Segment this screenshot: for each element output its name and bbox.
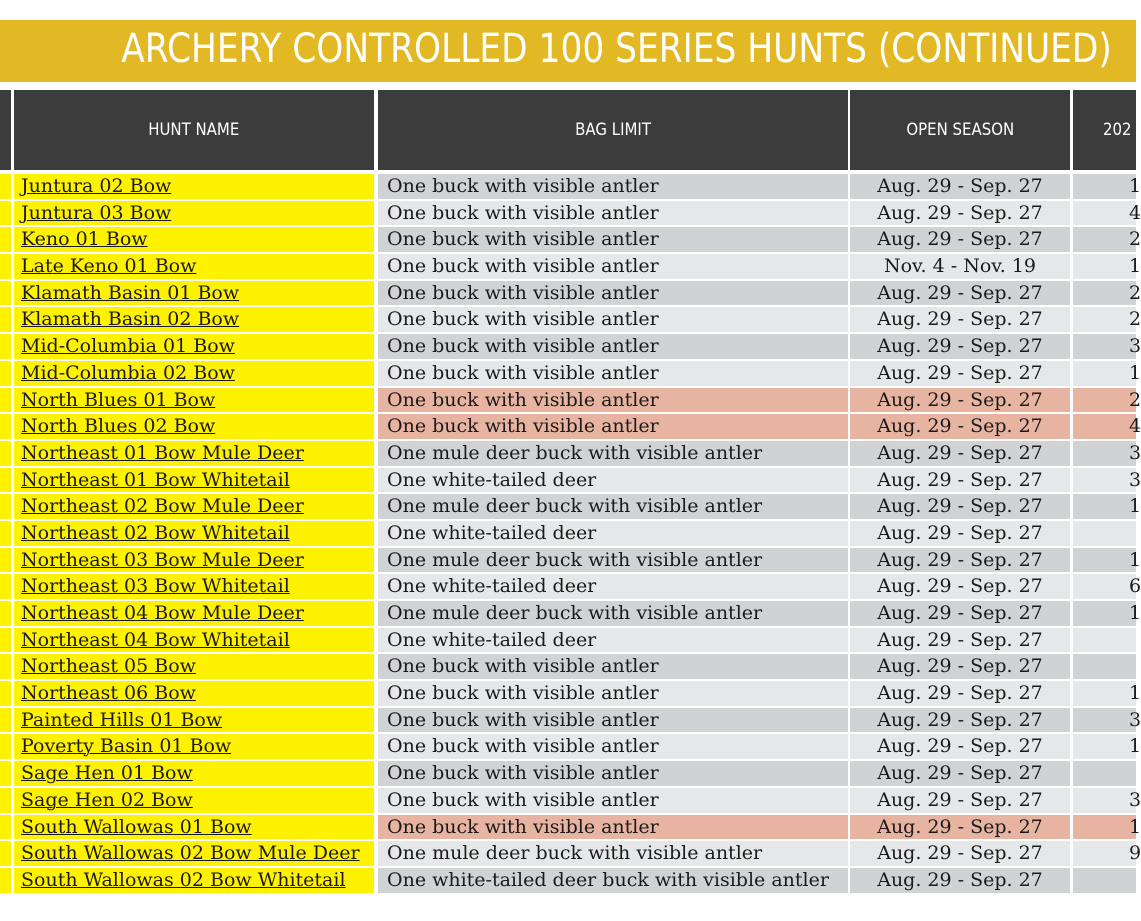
hunt-name-link[interactable]: North Blues 01 Bow [21,388,216,411]
bag-limit-cell: One mule deer buck with visible antler [378,601,848,626]
tag-count-value: 1 [1129,495,1141,518]
tag-count-value: 1 [1129,548,1141,571]
hunt-name-link[interactable]: Mid-Columbia 01 Bow [21,335,235,358]
tag-count-cell [1073,307,1141,332]
header-bag-limit [378,90,848,170]
row-edge-marker [0,361,11,386]
table-row [0,733,1141,760]
row-edge-marker [0,494,11,519]
open-season-cell: Aug. 29 - Sep. 27 [850,494,1070,519]
row-edge-marker [0,307,11,332]
row-edge-marker [0,601,11,626]
open-season-cell: Aug. 29 - Sep. 27 [850,174,1070,199]
tag-count-cell [1073,201,1141,226]
bag-limit-cell: One buck with visible antler [378,334,848,359]
table-row [0,760,1136,787]
hunt-name-cell[interactable] [14,441,374,466]
hunt-name-cell[interactable] [14,414,374,439]
bag-limit-cell: One buck with visible antler [378,788,848,813]
bag-limit-cell: One white-tailed deer [378,574,848,599]
open-season-cell: Aug. 29 - Sep. 27 [850,708,1070,733]
hunt-name-cell[interactable] [14,468,374,493]
header-hunt-name [14,90,374,170]
hunt-name-cell[interactable] [14,201,374,226]
row-edge-marker [0,574,11,599]
table-row [0,814,1141,841]
bag-limit-cell: One white-tailed deer [378,521,848,546]
row-edge-marker [0,201,11,226]
bag-limit-cell: One mule deer buck with visible antler [378,841,848,866]
tag-count-cell [1073,441,1141,466]
row-edge-marker [0,761,11,786]
row-edge-marker [0,815,11,840]
bag-limit-cell: One buck with visible antler [378,815,848,840]
open-season-cell: Aug. 29 - Sep. 27 [850,868,1070,893]
row-edge-marker [0,788,11,813]
hunt-name-cell[interactable] [14,868,374,893]
tag-count-cell [1073,174,1141,199]
open-season-cell: Aug. 29 - Sep. 27 [850,227,1070,252]
table-row [0,200,1141,227]
hunt-name-cell[interactable] [14,734,374,759]
tag-count-value: 1 [1129,682,1141,705]
hunt-name-cell[interactable] [14,281,374,306]
open-season-cell: Aug. 29 - Sep. 27 [850,201,1070,226]
hunt-name-cell[interactable] [14,548,374,573]
table-row [0,467,1141,494]
table-row [0,413,1141,440]
hunt-name-cell[interactable] [14,174,374,199]
table-row [0,787,1141,814]
table-row [0,573,1141,600]
row-edge-marker [0,708,11,733]
tag-count-cell [1073,414,1141,439]
tag-count-cell [1073,574,1141,599]
tag-count-value: 1 [1129,815,1141,838]
table-row [0,280,1141,307]
tag-count-value: 1 [1129,361,1141,384]
hunt-name-link[interactable]: Northeast 03 Bow Whitetail [21,575,290,598]
tag-count-value: 3 [1129,335,1141,358]
tag-count-cell [1073,654,1136,679]
tag-count-cell [1073,521,1136,546]
tag-count-value: 3 [1129,468,1141,491]
tag-count-value: 2 [1129,308,1141,331]
hunt-name-cell[interactable] [14,628,374,653]
hunt-name-cell[interactable] [14,307,374,332]
hunt-name-link[interactable]: Northeast 02 Bow Mule Deer [21,495,304,518]
open-season-cell: Aug. 29 - Sep. 27 [850,281,1070,306]
row-edge-marker [0,734,11,759]
tag-count-cell [1073,708,1141,733]
hunt-name-cell[interactable] [14,574,374,599]
tag-count-value: 2 [1129,281,1141,304]
open-season-cell: Aug. 29 - Sep. 27 [850,654,1070,679]
open-season-cell: Aug. 29 - Sep. 27 [850,628,1070,653]
table-row [0,493,1141,520]
open-season-cell: Aug. 29 - Sep. 27 [850,307,1070,332]
bag-limit-cell: One white-tailed deer [378,628,848,653]
title-divider [0,82,1136,90]
tag-count-cell [1073,841,1141,866]
bag-limit-cell: One buck with visible antler [378,201,848,226]
bag-limit-cell: One mule deer buck with visible antler [378,441,848,466]
tag-count-value: 1 [1129,175,1141,197]
hunt-name-link[interactable]: Northeast 05 Bow [21,655,196,678]
tag-count-value: 2 [1129,388,1141,411]
table-row [0,360,1141,387]
title-banner [0,20,1136,82]
bag-limit-cell: One buck with visible antler [378,761,848,786]
table-row [0,173,1141,200]
table-row [0,333,1141,360]
row-edge-marker [0,841,11,866]
hunt-name-link[interactable]: Poverty Basin 01 Bow [21,735,232,758]
tag-count-cell [1073,388,1141,413]
bag-limit-cell: One buck with visible antler [378,254,848,279]
row-edge-marker [0,468,11,493]
tag-count-cell [1073,361,1141,386]
hunt-name-cell[interactable] [14,681,374,706]
open-season-cell: Nov. 4 - Nov. 19 [850,254,1070,279]
tag-count-cell [1073,468,1141,493]
tag-count-value: 1 [1129,735,1141,758]
hunt-name-link[interactable]: Painted Hills 01 Bow [21,708,223,731]
row-edge-marker [0,521,11,546]
page-title: ARCHERY CONTROLLED 100 SERIES HUNTS (CONTINUED) [121,26,1112,72]
tag-count-cell [1073,281,1141,306]
tag-count-value: 4 [1129,415,1141,438]
row-edge-marker [0,548,11,573]
bag-limit-cell: One mule deer buck with visible antler [378,548,848,573]
table-row [0,680,1141,707]
open-season-cell: Aug. 29 - Sep. 27 [850,361,1070,386]
tag-count-value: 4 [1129,201,1141,224]
tag-count-cell [1073,628,1136,653]
open-season-cell: Aug. 29 - Sep. 27 [850,441,1070,466]
bag-limit-cell: One white-tailed deer [378,468,848,493]
hunt-name-link[interactable]: Northeast 01 Bow Mule Deer [21,441,304,464]
tag-count-cell [1073,494,1141,519]
header-open-season-label: OPEN SEASON [906,120,1014,140]
tag-count-cell [1073,681,1141,706]
tag-count-cell [1073,548,1141,573]
hunt-name-link[interactable]: Northeast 02 Bow Whitetail [21,521,290,544]
hunt-name-link[interactable]: Northeast 04 Bow Mule Deer [21,602,304,624]
row-edge-marker [0,174,11,199]
table-row [0,600,1141,627]
hunt-name-link[interactable]: Klamath Basin 02 Bow [21,308,240,331]
open-season-cell: Aug. 29 - Sep. 27 [850,601,1070,626]
open-season-cell: Aug. 29 - Sep. 27 [850,414,1070,439]
tag-count-value: 6 [1129,575,1141,598]
tag-count-value: 2 [1129,228,1141,251]
hunt-name-link[interactable]: North Blues 02 Bow [21,415,216,438]
tag-count-cell [1073,868,1136,893]
header-edge [0,90,11,170]
hunt-name-link[interactable]: Sage Hen 02 Bow [21,788,193,811]
tag-count-cell [1073,227,1141,252]
bag-limit-cell: One buck with visible antler [378,361,848,386]
hunt-name-cell[interactable] [14,227,374,252]
header-year [1073,90,1136,170]
open-season-cell: Aug. 29 - Sep. 27 [850,681,1070,706]
row-edge-marker [0,388,11,413]
bag-limit-cell: One mule deer buck with visible antler [378,494,848,519]
open-season-cell: Aug. 29 - Sep. 27 [850,388,1070,413]
header-open-season [850,90,1070,170]
hunt-name-cell[interactable] [14,334,374,359]
bag-limit-cell: One buck with visible antler [378,654,848,679]
bag-limit-cell: One buck with visible antler [378,174,848,199]
open-season-cell: Aug. 29 - Sep. 27 [850,761,1070,786]
hunt-name-link[interactable]: Juntura 03 Bow [21,201,172,224]
open-season-cell: Aug. 29 - Sep. 27 [850,841,1070,866]
row-edge-marker [0,414,11,439]
row-edge-marker [0,681,11,706]
hunt-name-link[interactable]: South Wallowas 02 Bow Whitetail [21,868,346,891]
table-row [0,653,1136,680]
open-season-cell: Aug. 29 - Sep. 27 [850,548,1070,573]
table-row [0,226,1141,253]
hunt-name-link[interactable]: Late Keno 01 Bow [21,255,197,278]
hunt-name-cell[interactable] [14,361,374,386]
table-row [0,627,1136,654]
tag-count-cell [1073,815,1141,840]
tag-count-value: 9 [1129,842,1141,865]
open-season-cell: Aug. 29 - Sep. 27 [850,521,1070,546]
hunt-name-cell[interactable] [14,254,374,279]
hunt-name-cell[interactable] [14,494,374,519]
bag-limit-cell: One buck with visible antler [378,227,848,252]
hunt-name-cell[interactable] [14,788,374,813]
header-bag-limit-label: BAG LIMIT [575,120,651,140]
row-edge-marker [0,628,11,653]
header-hunt-name-label: HUNT NAME [148,120,240,140]
table-row [0,253,1141,280]
table-row [0,440,1141,467]
tag-count-cell [1073,254,1141,279]
table-header [0,90,1136,170]
hunt-name-cell[interactable] [14,761,374,786]
table-row [0,840,1141,867]
bag-limit-cell: One buck with visible antler [378,388,848,413]
open-season-cell: Aug. 29 - Sep. 27 [850,468,1070,493]
hunt-name-link[interactable]: Northeast 01 Bow Whitetail [21,468,290,491]
hunt-name-cell[interactable] [14,815,374,840]
open-season-cell: Aug. 29 - Sep. 27 [850,574,1070,599]
table-row [0,867,1136,894]
table-row [0,387,1141,414]
tag-count-value: 3 [1129,788,1141,811]
bag-limit-cell: One buck with visible antler [378,708,848,733]
tag-count-value: 1 [1129,255,1141,278]
tag-count-value: 1 [1129,602,1141,624]
open-season-cell: Aug. 29 - Sep. 27 [850,334,1070,359]
hunt-name-link[interactable]: Keno 01 Bow [21,228,148,251]
tag-count-cell [1073,334,1141,359]
table-body [0,173,1141,921]
tag-count-cell [1073,601,1141,626]
hunt-name-cell[interactable] [14,601,374,626]
tag-count-cell [1073,734,1141,759]
hunt-name-link[interactable]: Klamath Basin 01 Bow [21,281,240,304]
bag-limit-cell: One buck with visible antler [378,734,848,759]
hunt-name-link[interactable]: South Wallowas 01 Bow [21,815,252,838]
row-edge-marker [0,254,11,279]
row-edge-marker [0,441,11,466]
hunt-name-link[interactable]: Mid-Columbia 02 Bow [21,361,235,384]
header-year-label: 202 [1102,120,1132,140]
bag-limit-cell: One buck with visible antler [378,281,848,306]
hunt-name-link[interactable]: Juntura 02 Bow [21,175,172,197]
hunt-name-cell[interactable] [14,841,374,866]
hunt-name-link[interactable]: Sage Hen 01 Bow [21,762,193,785]
hunt-name-cell[interactable] [14,388,374,413]
row-edge-marker [0,281,11,306]
tag-count-cell [1073,788,1141,813]
hunt-name-link[interactable]: Northeast 03 Bow Mule Deer [21,548,304,571]
hunt-name-link[interactable]: South Wallowas 02 Bow Mule Deer [21,842,360,865]
tag-count-value: 3 [1129,708,1141,731]
table-row [0,707,1141,734]
bag-limit-cell: One buck with visible antler [378,307,848,332]
table-row [0,306,1141,333]
row-edge-marker [0,334,11,359]
bag-limit-cell: One white-tailed deer buck with visible antler [378,868,848,893]
tag-count-value: 3 [1129,441,1141,464]
table-row [0,520,1136,547]
open-season-cell: Aug. 29 - Sep. 27 [850,734,1070,759]
tag-count-cell [1073,761,1136,786]
open-season-cell: Aug. 29 - Sep. 27 [850,815,1070,840]
table-row [0,547,1141,574]
hunt-name-link[interactable]: Northeast 04 Bow Whitetail [21,628,290,651]
row-edge-marker [0,654,11,679]
hunt-name-cell[interactable] [14,654,374,679]
bag-limit-cell: One buck with visible antler [378,681,848,706]
row-edge-marker [0,868,11,893]
row-edge-marker [0,227,11,252]
hunt-name-link[interactable]: Northeast 06 Bow [21,682,196,705]
hunt-name-cell[interactable] [14,708,374,733]
top-margin [0,0,1136,20]
hunt-name-cell[interactable] [14,521,374,546]
open-season-cell: Aug. 29 - Sep. 27 [850,788,1070,813]
bag-limit-cell: One buck with visible antler [378,414,848,439]
